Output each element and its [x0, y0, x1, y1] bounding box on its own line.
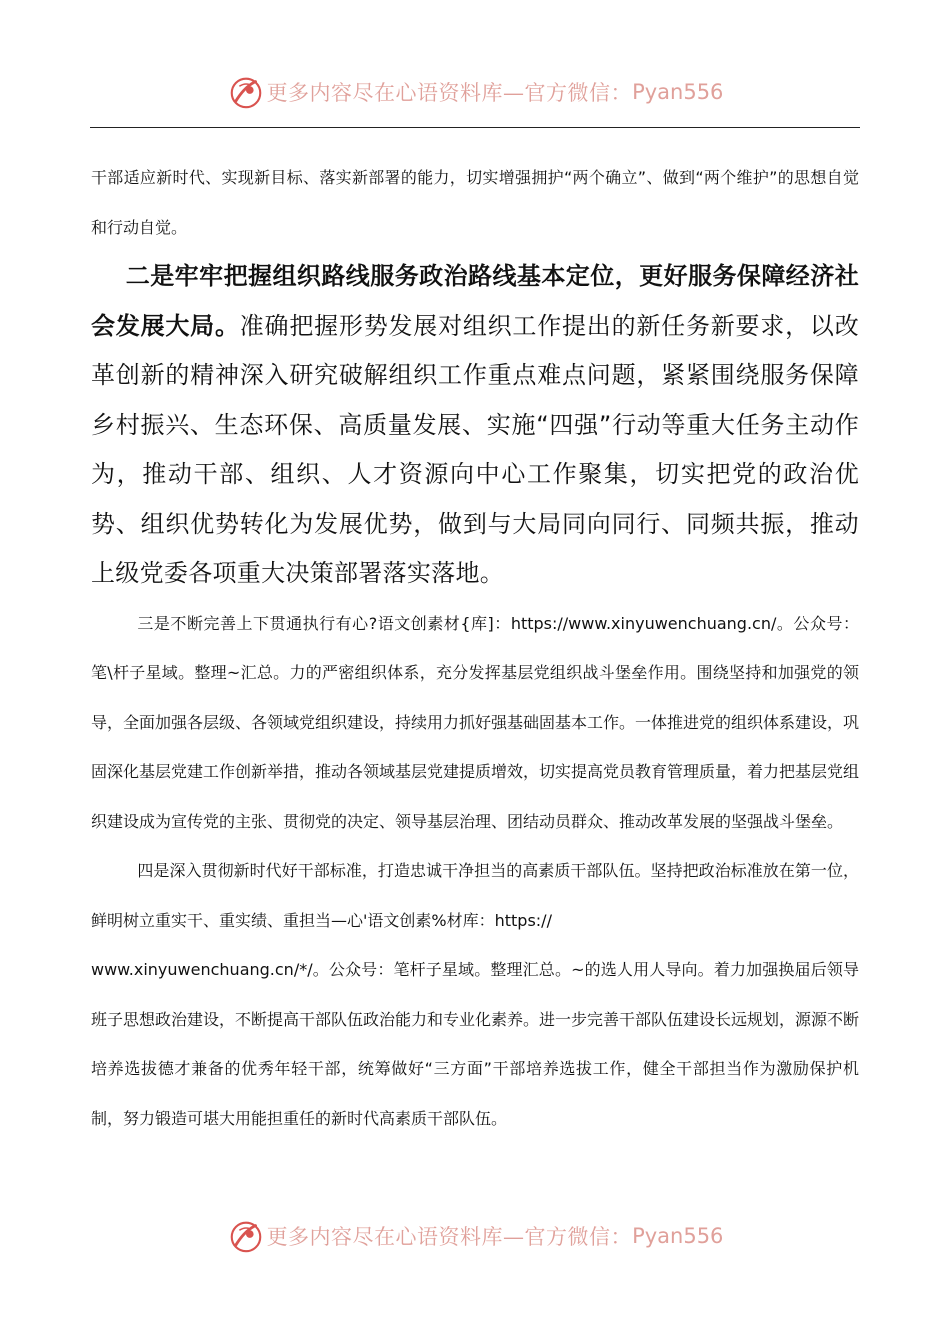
header-wechat-id: Pyan556: [632, 80, 724, 104]
header-brand-text: 更多内容尽在心语资料库—官方微信：: [266, 81, 633, 105]
paragraph-1: 干部适应新时代、实现新目标、落实新部署的能力，切实增强拥护“两个确立”、做到“两个维护”的思想自觉和行动自觉。: [91, 168, 859, 237]
paragraph-2-body: 准确把握形势发展对组织工作提出的新任务新要求，以改革创新的精神深入研究破解组织工作重点难点问题，紧紧围绕服务保障乡村振兴、生态环保、高质量发展、实施“四强”行动等重大任务主动作为，推动干部、组织、人才资源向中心工作聚集，切实把党的政治优势、组织优势转化为发展优势，做到与大局同向同行、同频共振，推动上级党委各项重大决策部署落实落地。: [91, 311, 859, 587]
paragraph-2-heading: 二是牢牢把握组织路线服务政治路线基本定位，更好服务保障经济社会发展大局。: [91, 262, 859, 340]
brand-logo-icon: [227, 73, 265, 111]
brand-logo-icon: [227, 1217, 265, 1255]
paragraph-3: 三是不断完善上下贯通执行有心?语文创素材{库]：https://www.xinyuwenchuang.cn/。公众号：笔\杆子星域。整理~汇总。力的严密组织体系，充分发挥基层党组织战斗堡垒作用。围绕坚持和加强党的领导，全面加强各层级、各领域党组织建设，持续用力抓好强基础固基本工作。一体推进党的组织体系建设，巩固深化基层党建工作创新举措，推动各领域基层党建提质增效，切实提高党员教育管理质量，着力把基层党组织建设成为宣传党的主张、贯彻党的决定、领导基层治理、团结动员群众、推动改革发展的坚强战斗堡垒。: [91, 613, 860, 831]
footer-wechat-id: Pyan556: [632, 1224, 724, 1248]
paragraph-4-part-1: 四是深入贯彻新时代好干部标准，打造忠诚干净担当的高素质干部队伍。坚持把政治标准放在第一位，鲜明树立重实干、重实绩、重担当—心'语文创素%材库：https://: [91, 861, 859, 930]
header-divider: [90, 127, 860, 128]
footer-banner: [0, 1214, 950, 1258]
header-banner: [0, 70, 950, 114]
paragraph-2: [91, 252, 859, 599]
document-body: [91, 153, 859, 1143]
footer-brand-text: 更多内容尽在心语资料库—官方微信：: [266, 1225, 633, 1249]
paragraph-4-part-2: www.xinyuwenchuang.cn/*/。公众号：笔杆子星域。整理汇总。~的选人用人导向。着力加强换届后领导班子思想政治建设，不断提高干部队伍政治能力和专业化素养。进一步完善干部队伍建设长远规划，源源不断培养选拔德才兼备的优秀年轻干部，统筹做好“三方面”干部培养选拔工作，健全干部担当作为激励保护机制，努力锻造可堪大用能担重任的新时代高素质干部队伍。: [91, 960, 860, 1128]
